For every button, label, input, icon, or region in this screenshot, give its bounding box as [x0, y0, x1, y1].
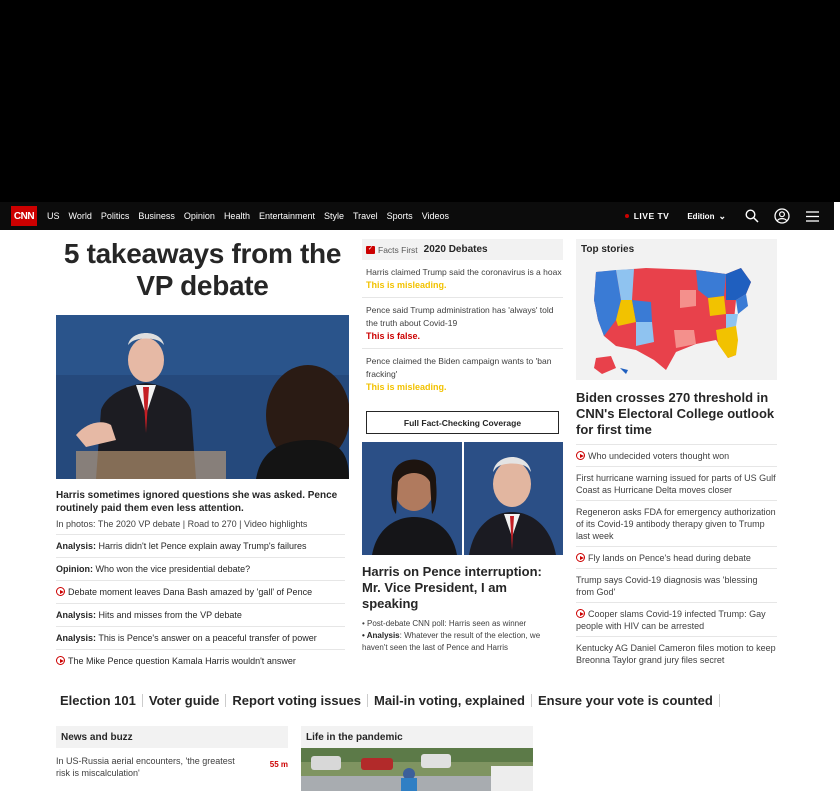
list-item[interactable] [576, 500, 777, 546]
debate-split-image[interactable] [362, 442, 563, 555]
nav-right [625, 202, 834, 230]
factcheck-title: 2020 Debates [423, 244, 488, 255]
item-text: First hurricane warning issued for parts of US Gulf Coast as Hurricane Delta moves closer [576, 473, 776, 495]
lead-sublinks[interactable]: In photos: The 2020 VP debate | Road to 270 | Video highlights [56, 519, 308, 529]
item-text: Fly lands on Pence's head during debate [588, 553, 751, 563]
item-prefix: Analysis: [56, 610, 97, 620]
live-tv-label: LIVE TV [633, 211, 670, 221]
user-account-icon[interactable] [774, 208, 790, 224]
pandemic-header: Life in the pandemic [301, 726, 533, 748]
fact-claim: Pence said Trump administration has 'always' told the truth about Covid-19 [366, 305, 554, 328]
item-text: Hits and misses from the VP debate [96, 610, 242, 620]
item-text: This is Pence's answer on a peaceful transfer of power [96, 633, 317, 643]
divider [367, 694, 368, 707]
full-fact-checking-button[interactable]: Full Fact-Checking Coverage [366, 411, 559, 434]
top-stories-column [576, 239, 777, 670]
nav-link-videos[interactable]: Videos [421, 211, 450, 221]
fact-verdict: This is false. [366, 331, 421, 341]
factcheck-item[interactable] [362, 349, 563, 399]
harris-image [362, 442, 462, 555]
factcheck-item[interactable] [362, 298, 563, 349]
nav-link-entertainment[interactable]: Entertainment [258, 211, 315, 221]
item-text: Debate moment leaves Dana Bash amazed by 'gall' of Pence [68, 587, 313, 597]
play-video-icon [576, 553, 585, 562]
chevron-down-icon: ⌄ [718, 210, 726, 221]
nav-link-politics[interactable]: Politics [100, 211, 130, 221]
fact-claim: Pence claimed the Biden campaign wants to 'ban fracking' [366, 356, 552, 379]
nav-link-sports[interactable]: Sports [386, 211, 413, 221]
factcheck-column [362, 239, 563, 654]
item-text: Trump says Covid-19 diagnosis was 'blessing from God' [576, 575, 758, 597]
top-stories-list [576, 444, 777, 670]
news-and-buzz-section [56, 726, 288, 779]
list-item[interactable] [576, 602, 777, 636]
lead-headline[interactable]: 5 takeaways from the VP debate [63, 238, 342, 301]
nav-link-opinion[interactable]: Opinion [183, 211, 215, 221]
top-stories-header: Top stories [576, 239, 777, 260]
election-links-bar [60, 693, 770, 708]
mail-in-voting-link[interactable]: Mail-in voting, explained [374, 693, 525, 708]
ensure-vote-counted-link[interactable]: Ensure your vote is counted [537, 693, 713, 708]
list-item[interactable] [56, 580, 345, 603]
fact-verdict: This is misleading. [366, 280, 447, 290]
news-buzz-header: News and buzz [56, 726, 288, 748]
election-101-link[interactable]: Election 101 [60, 693, 136, 708]
lead-image[interactable] [56, 315, 349, 479]
mid-headline[interactable]: Harris on Pence interruption: Mr. Vice President, I am speaking [362, 564, 542, 611]
bullet-prefix: • Analysis [362, 631, 400, 640]
divider [719, 694, 720, 707]
nav-links [47, 211, 458, 221]
pence-image [464, 442, 564, 555]
report-voting-issues-link[interactable]: Report voting issues [232, 693, 361, 708]
black-header-area [0, 0, 840, 202]
nav-link-travel[interactable]: Travel [353, 211, 378, 221]
item-text: Who undecided voters thought won [588, 451, 730, 461]
main-content [0, 230, 840, 791]
facts-first-label: Facts First [378, 244, 418, 255]
life-in-pandemic-section [301, 726, 533, 791]
factcheck-header [362, 239, 563, 260]
nav-link-health[interactable]: Health [223, 211, 250, 221]
item-text: Kentucky AG Daniel Cameron files motion to keep Breonna Taylor grand jury files secret [576, 643, 776, 665]
bullet-text: : Whatever the result of the election, we haven't seen the last of Pence and Harris [362, 631, 541, 652]
live-tv-link[interactable] [625, 211, 670, 221]
play-video-icon [576, 609, 585, 618]
edition-dropdown[interactable] [687, 211, 726, 222]
top-stories-headline[interactable]: Biden crosses 270 threshold in CNN's Electoral College outlook for first time [576, 390, 775, 437]
mid-bullet-2[interactable] [362, 630, 563, 654]
list-item[interactable] [576, 444, 777, 466]
lead-caption[interactable]: Harris sometimes ignored questions she was asked. Pence routinely paid them even less attention. [56, 490, 338, 514]
item-prefix: Opinion: [56, 564, 93, 574]
item-text: Cooper slams Covid-19 infected Trump: Gay people with HIV can be arrested [576, 609, 766, 631]
edition-label: Edition [687, 211, 715, 221]
search-icon[interactable] [744, 208, 760, 224]
list-item[interactable] [576, 568, 777, 602]
item-text: The Mike Pence question Kamala Harris wouldn't answer [68, 656, 296, 666]
list-item[interactable] [56, 626, 345, 649]
play-video-icon [576, 451, 585, 460]
pandemic-image[interactable] [301, 748, 533, 791]
list-item[interactable] [56, 557, 345, 580]
list-item[interactable] [56, 603, 345, 626]
item-text: In US-Russia aerial encounters, 'the greatest risk is miscalculation' [56, 756, 235, 778]
item-text: Harris didn't let Pence explain away Trump's failures [96, 541, 307, 551]
item-text: Who won the vice presidential debate? [93, 564, 251, 574]
item-text: Regeneron asks FDA for emergency authorization of its Covid-19 antibody therapy given to Trump last week [576, 507, 776, 541]
fact-claim: Harris claimed Trump said the coronavirus is a hoax [366, 267, 562, 277]
list-item[interactable] [56, 534, 345, 557]
mid-bullets [362, 618, 563, 654]
list-item[interactable] [576, 546, 777, 568]
lead-related-list [56, 534, 345, 672]
play-video-icon [56, 656, 65, 665]
live-dot-icon [625, 214, 629, 218]
item-prefix: Analysis: [56, 633, 97, 643]
play-video-icon [56, 587, 65, 596]
top-nav [0, 202, 834, 230]
divider [142, 694, 143, 707]
timestamp: 55 m [269, 760, 288, 769]
nav-link-us[interactable]: US [47, 211, 60, 221]
divider [531, 694, 532, 707]
facts-first-check-icon [366, 246, 375, 254]
list-item[interactable] [56, 649, 345, 672]
factcheck-item[interactable] [362, 260, 563, 298]
nav-link-style[interactable]: Style [323, 211, 344, 221]
list-item[interactable] [576, 636, 777, 670]
item-prefix: Analysis: [56, 541, 97, 551]
voter-guide-link[interactable]: Voter guide [148, 693, 220, 708]
list-item[interactable] [576, 466, 777, 500]
nav-link-business[interactable]: Business [138, 211, 175, 221]
cnn-logo[interactable]: CNN [11, 206, 37, 226]
nav-link-world[interactable]: World [68, 211, 92, 221]
list-item[interactable] [56, 755, 288, 779]
lead-story [56, 238, 349, 529]
mid-bullet-1[interactable]: • Post-debate CNN poll: Harris seen as winner [362, 619, 527, 628]
electoral-map-image[interactable] [576, 260, 777, 380]
hamburger-menu-icon[interactable] [804, 208, 820, 224]
fact-verdict: This is misleading. [366, 382, 447, 392]
divider [225, 694, 226, 707]
